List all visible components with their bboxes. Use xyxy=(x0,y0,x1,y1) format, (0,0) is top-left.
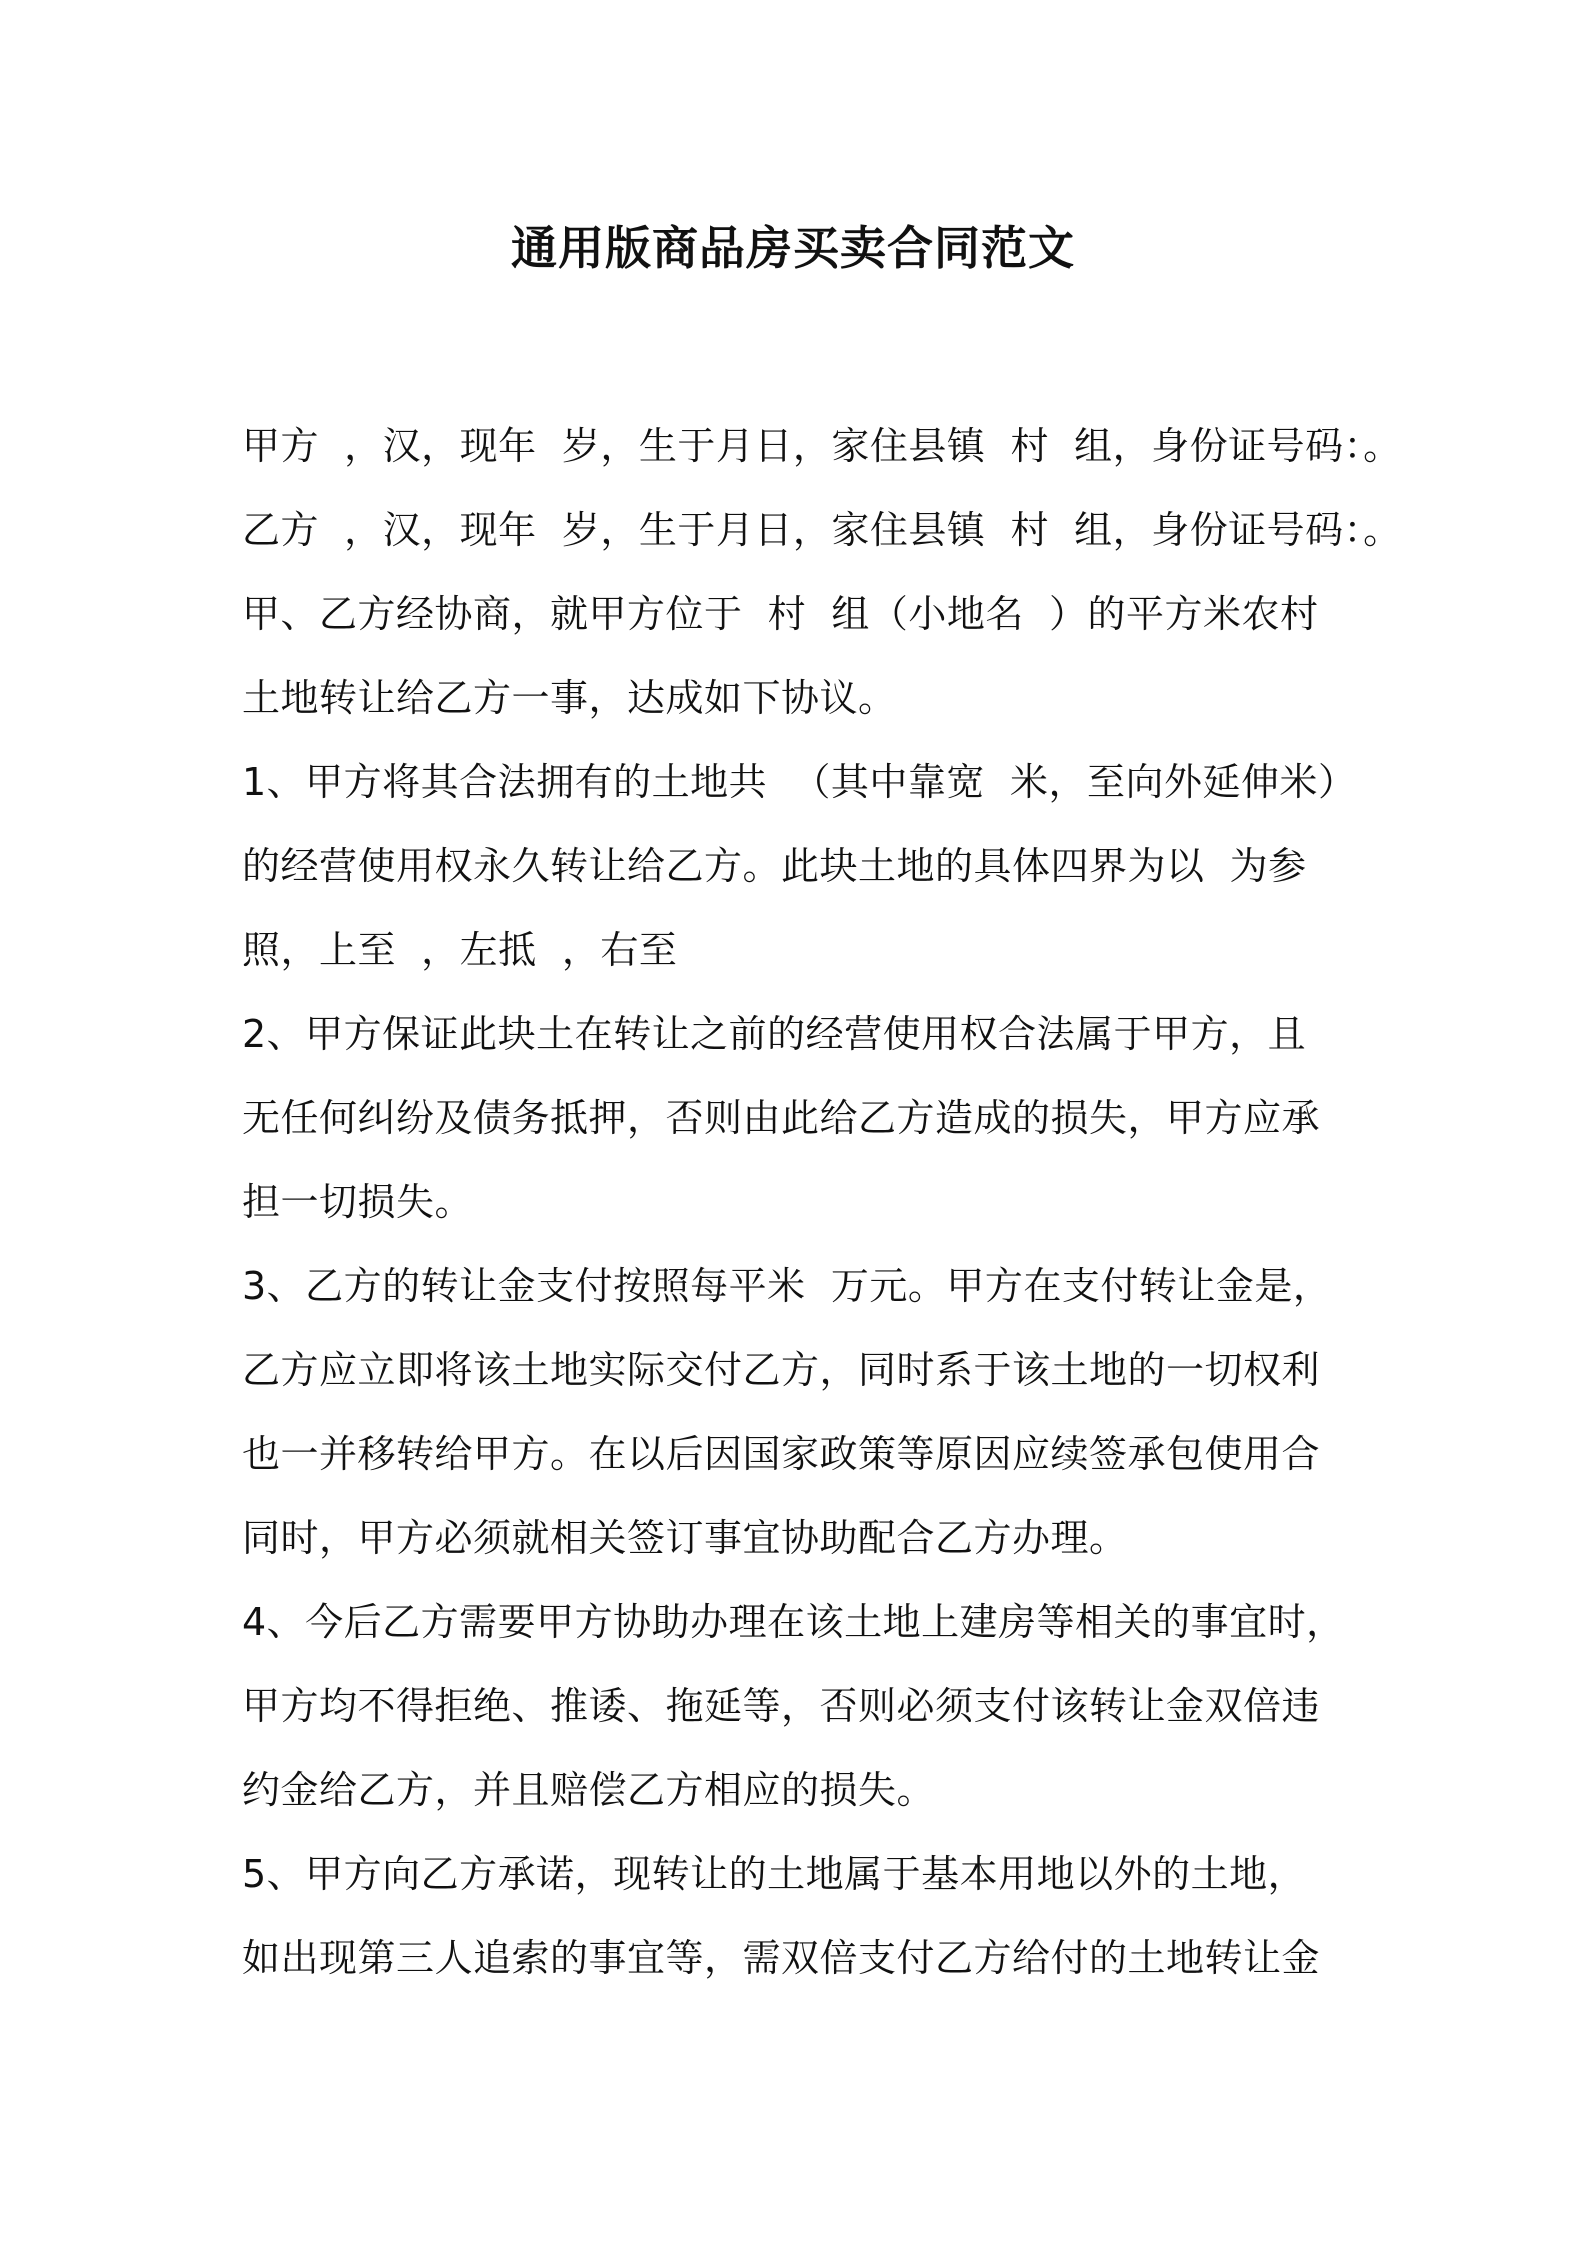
party-a-line: 甲方 ，汉，现年 岁，生于月日，家住县镇 村 组，身份证号码：。 xyxy=(242,424,1402,468)
clause-2-line: 2、甲方保证此块土在转让之前的经营使用权合法属于甲方，且 xyxy=(242,1012,1307,1056)
party-b-line: 乙方 ，汉，现年 岁，生于月日，家住县镇 村 组，身份证号码：。 xyxy=(242,508,1402,552)
preamble-line: 甲、乙方经协商，就甲方位于 村 组（小地名 ）的平方米农村 xyxy=(242,592,1319,636)
document-title: 通用版商品房买卖合同范文 xyxy=(511,221,1075,275)
clause-3-line: 乙方应立即将该土地实际交付乙方，同时系于该土地的一切权利 xyxy=(242,1348,1321,1392)
clause-3-line: 也一并移转给甲方。在以后因国家政策等原因应续签承包使用合 xyxy=(242,1432,1321,1476)
clause-2-line: 担一切损失。 xyxy=(242,1180,474,1224)
preamble-line: 土地转让给乙方一事，达成如下协议。 xyxy=(242,676,897,720)
clause-3-line: 3、乙方的转让金支付按照每平米 万元。甲方在支付转让金是， xyxy=(242,1264,1332,1308)
clause-4-line: 4、今后乙方需要甲方协助办理在该土地上建房等相关的事宜时， xyxy=(242,1600,1345,1644)
clause-1-line: 的经营使用权永久转让给乙方。此块土地的具体四界为以 为参 xyxy=(242,844,1307,888)
document-body xyxy=(242,404,1402,2000)
clause-4-line: 甲方均不得拒绝、推诿、拖延等，否则必须支付该转让金双倍违 xyxy=(242,1684,1321,1728)
clause-1-line: 照，上至 ，左抵 ，右至 xyxy=(242,928,678,972)
clause-5-line: 如出现第三人追索的事宜等，需双倍支付乙方给付的土地转让金 xyxy=(242,1936,1321,1980)
clause-3-line: 同时，甲方必须就相关签订事宜协助配合乙方办理。 xyxy=(242,1516,1128,1560)
clause-2-line: 无任何纠纷及债务抵押，否则由此给乙方造成的损失，甲方应承 xyxy=(242,1096,1321,1140)
clause-4-line: 约金给乙方，并且赔偿乙方相应的损失。 xyxy=(242,1768,936,1812)
clause-1-line: 1、甲方将其合法拥有的土地共 （其中靠宽 米，至向外延伸米） xyxy=(242,760,1357,804)
clause-5-line: 5、甲方向乙方承诺，现转让的土地属于基本用地以外的土地， xyxy=(242,1852,1307,1896)
